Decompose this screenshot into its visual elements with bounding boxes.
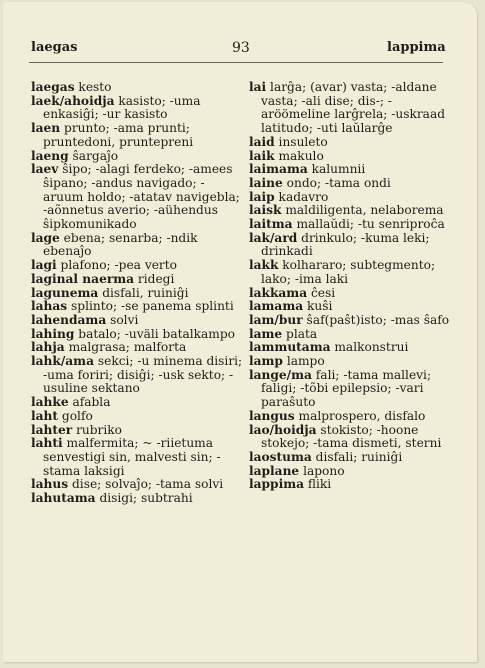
entry-definition: makulo <box>274 148 324 163</box>
entry-headword: laik <box>249 148 275 163</box>
entry-definition: disfali, ruiniĝi <box>98 285 189 300</box>
dictionary-entry <box>249 136 453 150</box>
entry-definition: ŝaf(paŝt)isto; -mas ŝafo <box>302 312 450 327</box>
entry-definition: ŝargaĵo <box>68 148 119 163</box>
entry-headword: laine <box>249 175 283 190</box>
entry-definition: malprospero, disfalo <box>294 408 426 423</box>
dictionary-page <box>3 2 477 662</box>
entry-headword: lamama <box>249 299 304 314</box>
dictionary-entry <box>31 424 243 438</box>
entry-headword: lage <box>31 230 60 245</box>
entry-definition: insuleto <box>274 134 328 149</box>
entry-definition: disigi; subtrahi <box>95 491 193 506</box>
entry-headword: lahas <box>31 299 68 314</box>
entry-definition: fali; -tama mallevi; faligi; -tõbi epilepsio; -vari paraŝuto <box>261 367 432 410</box>
dictionary-entry <box>31 478 243 492</box>
right-column <box>249 81 453 492</box>
entry-headword: lame <box>249 326 283 341</box>
dictionary-entry <box>249 424 453 451</box>
entry-headword: laisk <box>249 203 282 218</box>
entry-headword: lagunema <box>31 285 99 300</box>
dictionary-entry <box>249 150 453 164</box>
dictionary-entry <box>249 328 453 342</box>
dictionary-entry <box>249 163 453 177</box>
dictionary-entry <box>31 355 243 396</box>
dictionary-entry <box>31 259 243 273</box>
dictionary-entry <box>31 122 243 149</box>
entry-headword: lam/bur <box>249 312 303 327</box>
entry-definition: disfali; ruiniĝi <box>311 449 403 464</box>
entry-definition: malgrasa; malforta <box>64 340 187 355</box>
dictionary-entry <box>31 273 243 287</box>
entry-definition: rubriko <box>72 422 123 437</box>
entry-definition: kesto <box>74 80 112 94</box>
dictionary-entry <box>249 369 453 410</box>
entry-headword: laht <box>31 408 59 423</box>
entry-definition: mallaŭdi; -tu senriproĉa <box>292 217 445 232</box>
dictionary-entry <box>31 95 243 122</box>
dictionary-entry <box>31 410 243 424</box>
entry-definition: lapono <box>299 463 345 478</box>
dictionary-entry <box>249 300 453 314</box>
dictionary-entry <box>249 355 453 369</box>
entry-headword: lahutama <box>31 491 96 506</box>
dictionary-entry <box>31 163 243 232</box>
entry-definition: malkonstrui <box>330 340 409 355</box>
dictionary-entry <box>31 300 243 314</box>
dictionary-entry <box>31 314 243 328</box>
entry-headword: lahing <box>31 326 75 341</box>
dictionary-entry <box>31 81 243 95</box>
entry-definition: sekci; -u minema disiri; -uma foriri; disiĝi; -usk sekto; -usuline sektano <box>43 354 243 396</box>
entry-headword: laip <box>249 189 275 204</box>
entry-definition: maldiligenta, nelaborema <box>281 203 444 218</box>
entry-headword: lange/ma <box>249 367 312 382</box>
dictionary-entry <box>31 341 243 355</box>
dictionary-entry <box>31 328 243 342</box>
dictionary-entry <box>249 204 453 218</box>
entry-headword: laitma <box>249 217 293 232</box>
entry-headword: lakk <box>249 258 279 273</box>
entry-headword: lao/hoidja <box>249 422 317 437</box>
entry-headword: lagi <box>31 258 57 273</box>
dictionary-entry <box>249 218 453 232</box>
entry-headword: lamp <box>249 354 283 369</box>
entry-headword: lahendama <box>31 312 107 327</box>
entry-definition: kolhararo; subtegmento; lako; -ima laki <box>261 258 436 286</box>
entry-headword: langus <box>249 408 295 423</box>
entry-definition: golfo <box>58 408 93 423</box>
dictionary-entry <box>249 259 453 286</box>
entry-headword: laginal naerma <box>31 271 135 286</box>
entry-headword: laostuma <box>249 449 312 464</box>
entry-definition: kadavro <box>274 189 329 204</box>
dictionary-entry <box>31 287 243 301</box>
entry-definition: ĉesi <box>307 285 336 300</box>
entry-definition: splinto; -se panema splinti <box>67 299 234 314</box>
entry-headword: lakkama <box>249 285 308 300</box>
entry-definition: larĝa; (avar) vasta; -aldane vasta; -ali dise; dis-; -aröömeline larĝrela; -uskraad latitudo; -uti laŭlarĝe <box>261 80 446 136</box>
page-number: 93 <box>232 40 250 56</box>
entry-definition: dise; solvaĵo; -tama solvi <box>68 477 224 492</box>
entry-headword: lappima <box>249 477 304 492</box>
entry-definition: ŝipo; -alagi ferdeko; -amees ŝipano; -andus navigado; -aruum holdo; -atatav navigebla; -aõnnetus averio; -aühendus ŝipkomunikado <box>43 162 240 232</box>
entry-definition: prunto; -ama prunti; pruntedoni, pruntepreni <box>43 121 194 149</box>
left-column <box>31 81 243 506</box>
dictionary-entry <box>249 177 453 191</box>
entry-headword: lahter <box>31 422 73 437</box>
entry-headword: lak/ard <box>249 230 298 245</box>
dictionary-entry <box>249 314 453 328</box>
dictionary-entry <box>31 492 243 506</box>
entry-definition: ebena; senarba; -ndik ebenaĵo <box>43 230 198 259</box>
entry-headword: laek/ahoidja <box>31 93 115 108</box>
entry-headword: laev <box>31 162 59 177</box>
dictionary-entry <box>249 81 453 136</box>
dictionary-entry <box>249 232 453 259</box>
dictionary-entry <box>249 478 453 492</box>
dictionary-entry <box>31 232 243 259</box>
entry-definition: fliki <box>304 477 332 492</box>
entry-definition: ondo; -tama ondi <box>282 175 391 190</box>
dictionary-entry <box>31 150 243 164</box>
entry-headword: laen <box>31 121 61 136</box>
entry-definition: stokisto; -hoone stokejo; -tama dismeti, sterni <box>261 422 442 451</box>
entry-definition: afabla <box>68 395 111 410</box>
dictionary-entry <box>249 287 453 301</box>
dictionary-entry <box>249 465 453 479</box>
entry-definition: batalo; -uväli batalkampo <box>74 326 235 341</box>
header-last-word: lappima <box>387 40 446 55</box>
dictionary-entry <box>249 410 453 424</box>
entry-headword: laid <box>249 134 275 149</box>
entry-headword: laplane <box>249 463 300 478</box>
entry-headword: lai <box>249 80 267 94</box>
entry-headword: lahti <box>31 436 63 451</box>
dictionary-entry <box>249 451 453 465</box>
entry-definition: ridegi <box>134 271 175 286</box>
entry-definition: plata <box>282 326 318 341</box>
entry-definition: kalumnii <box>307 162 366 177</box>
entry-headword: lahk/ama <box>31 354 94 369</box>
dictionary-entry <box>31 396 243 410</box>
entry-headword: laeng <box>31 148 69 163</box>
dictionary-entry <box>249 191 453 205</box>
entry-definition: plafono; -pea verto <box>56 258 177 273</box>
entry-headword: lahke <box>31 395 69 410</box>
entry-headword: lammutama <box>249 340 331 355</box>
dictionary-entry <box>249 341 453 355</box>
entry-headword: laimama <box>249 162 308 177</box>
entry-definition: kuŝi <box>303 299 333 314</box>
entry-definition: lampo <box>282 354 325 369</box>
header-rule <box>29 62 443 63</box>
entry-definition: drinkulo; -kuma leki; drinkadi <box>261 230 430 259</box>
dictionary-entry <box>31 437 243 478</box>
entry-headword: lahus <box>31 477 69 492</box>
entry-definition: solvi <box>106 312 139 327</box>
entry-headword: laegas <box>31 80 75 94</box>
header-first-word: laegas <box>31 40 78 55</box>
entry-definition: malfermita; ~ -riietuma senvestigi sin, malvesti sin; -stama laksigi <box>43 436 221 478</box>
entry-definition: kasisto; -uma enkasiĝi; -ur kasisto <box>43 93 201 122</box>
entry-headword: lahja <box>31 340 65 355</box>
